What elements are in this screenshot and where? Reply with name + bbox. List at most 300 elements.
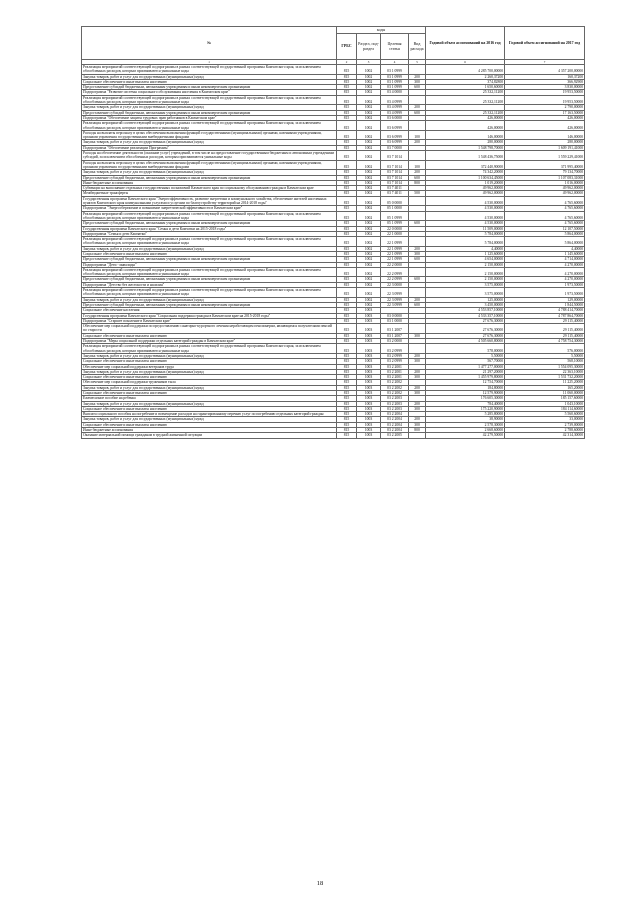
row-grbs: 815 — [337, 221, 357, 226]
row-amount-2017: 426,00000 — [505, 115, 585, 120]
row-expense-type — [409, 95, 426, 105]
row-amount-2017: 12 107,50000 — [505, 226, 585, 231]
row-amount-2016: 125,00000 — [426, 297, 505, 302]
row-grbs: 815 — [337, 121, 357, 131]
row-description: Закупка товаров, работ и услуг для государственных (муниципальных) нужд — [82, 140, 337, 145]
row-target-article: 03 2 2002 — [381, 380, 409, 385]
row-amount-2017: 1 973,50000 — [505, 282, 585, 287]
row-grbs: 815 — [337, 226, 357, 231]
row-amount-2016: 1 548 798,70000 — [426, 145, 505, 150]
row-section: 1002 — [357, 175, 381, 180]
row-amount-2017: 4 765,60000 — [505, 196, 585, 206]
row-amount-2017: 1 609 191,41000 — [505, 145, 585, 150]
row-expense-type: 200 — [409, 297, 426, 302]
row-grbs: 815 — [337, 65, 357, 75]
row-target-article: 22 1 0999 — [381, 251, 409, 256]
row-grbs: 815 — [337, 318, 357, 323]
row-grbs: 815 — [337, 160, 357, 170]
row-amount-2017: 4,40000 — [505, 246, 585, 251]
row-amount-2017: 5,50000 — [505, 353, 585, 358]
row-amount-2016: 38,90000 — [426, 417, 505, 422]
row-amount-2016: 175 220,90000 — [426, 406, 505, 411]
row-section: 1002 — [357, 170, 381, 175]
row-amount-2017: 426,00000 — [505, 121, 585, 131]
row-amount-2016: 49 962,00000 — [426, 191, 505, 196]
row-description: Предоставление субсидий бюджетным, автономным учреждениям и иным некоммерческим организациям — [82, 302, 337, 307]
row-amount-2016: 12 579,90000 — [426, 391, 505, 396]
row-amount-2017: 568,10000 — [505, 359, 585, 364]
row-section: 1002 — [357, 65, 381, 75]
row-expense-type: 300 — [409, 79, 426, 84]
row-description: Предоставление субсидий бюджетным, автономным учреждениям и иным некоммерческим организациям — [82, 277, 337, 282]
row-target-article: 03 1 0999 — [381, 65, 409, 75]
row-target-article: 22 1 0999 — [381, 246, 409, 251]
row-description: Подпрограмма "Меры социальной поддержки отдельных категорий граждан в Камчатском крае" — [82, 339, 337, 344]
row-description: Предоставление субсидий бюджетным, автономным учреждениям и иным некоммерческим организациям — [82, 257, 337, 262]
row-description: Обеспечение мер социальной поддержки тружеников тыла — [82, 380, 337, 385]
row-description: Межбюджетные трансферты — [82, 191, 337, 196]
row-target-article: 03 7 1014 — [381, 160, 409, 170]
row-amount-2017: 22 363,10000 — [505, 369, 585, 374]
row-target-article: 03 2 2004 — [381, 422, 409, 427]
row-grbs: 815 — [337, 105, 357, 110]
table-row — [82, 288, 585, 298]
row-grbs: 815 — [337, 175, 357, 180]
row-grbs: 815 — [337, 95, 357, 105]
row-target-article: 22 2 0000 — [381, 262, 409, 267]
row-target-article: 03 1 0999 — [381, 85, 409, 90]
row-section: 1002 — [357, 237, 381, 247]
table-row — [82, 211, 585, 221]
row-section: 1002 — [357, 206, 381, 211]
row-section: 1003 — [357, 380, 381, 385]
column-number: 4 — [381, 60, 409, 65]
row-expense-type: 300 — [409, 251, 426, 256]
table-row — [82, 433, 585, 438]
row-target-article: 22 0 0000 — [381, 226, 409, 231]
row-expense-type — [409, 121, 426, 131]
row-description: Государственная программа Камчатского края "Социальная поддержка граждан в Камчатском крае на 2015-2018 годы" — [82, 313, 337, 318]
row-expense-type — [409, 288, 426, 298]
row-section: 1003 — [357, 318, 381, 323]
row-section: 1002 — [357, 145, 381, 150]
row-amount-2016: 25 332,11200 — [426, 95, 505, 105]
row-expense-type: 600 — [409, 110, 426, 115]
row-target-article: 22 1 0999 — [381, 257, 409, 262]
row-amount-2016: 27 676,30000 — [426, 318, 505, 323]
row-target-article: 03 2 2004 — [381, 428, 409, 433]
row-target-article: 03 1 2007 — [381, 333, 409, 338]
row-amount-2016: 4 533 357,10000 — [426, 313, 505, 318]
row-target-article: 03 2 2003 — [381, 401, 409, 406]
row-amount-2017: 184 114,60000 — [505, 406, 585, 411]
row-amount-2016: 1 650,60000 — [426, 85, 505, 90]
row-section: 1003 — [357, 375, 381, 380]
row-amount-2017: 1 043,10000 — [505, 401, 585, 406]
row-description: Предоставление субсидий бюджетным, автономным учреждениям и иным некоммерческим организациям — [82, 175, 337, 180]
row-section: 1002 — [357, 105, 381, 110]
row-expense-type: 300 — [409, 406, 426, 411]
row-section: 1003 — [357, 433, 381, 438]
row-amount-2016: 1 477 277,00000 — [426, 364, 505, 369]
row-expense-type: 300 — [409, 333, 426, 338]
row-expense-type: 800 — [409, 180, 426, 185]
row-section: 1002 — [357, 282, 381, 287]
row-section: 1003 — [357, 412, 381, 417]
row-grbs: 815 — [337, 130, 357, 140]
row-amount-2016: 4,40000 — [426, 246, 505, 251]
row-description: Выплата социального пособия на погребение и возмещение расходов на гарантированному перечню услуг по погребению отдельных категорий граждан — [82, 412, 337, 417]
table-row — [82, 324, 585, 334]
row-expense-type: 200 — [409, 385, 426, 390]
row-amount-2017: 1 145,60000 — [505, 251, 585, 256]
row-target-article: 03 4 0999 — [381, 110, 409, 115]
row-target-article: 03 7 1014 — [381, 170, 409, 175]
row-section: 1002 — [357, 130, 381, 140]
budget-table-sheet — [81, 26, 584, 439]
row-description: Подпрограмма "Детство без жестокости и насилия" — [82, 282, 337, 287]
row-section: 1002 — [357, 221, 381, 226]
row-amount-2016: 4 530,00000 — [426, 206, 505, 211]
row-grbs: 815 — [337, 79, 357, 84]
header-grbs: ГРБС — [337, 34, 357, 60]
row-description: Расходы на обеспечение деятельности (оказание услуг) учреждений, в том числе на предоставление государственным бюджетным и автономным учреждениям субсидий, за исключением обособленных расходов, которым присваиваются уникальные коды — [82, 151, 337, 161]
row-description: Реализация мероприятий соответствующей подпрограммы в рамках соответствующей государственной программы Камчатского края, за исключением обособленных расходов, которым присваиваются уникальные коды — [82, 267, 337, 277]
row-expense-type — [409, 267, 426, 277]
row-amount-2017: 11 060,00000 — [505, 391, 585, 396]
row-amount-2016: 372 440,90000 — [426, 160, 505, 170]
row-grbs: 815 — [337, 237, 357, 247]
row-section: 1002 — [357, 267, 381, 277]
row-grbs: 815 — [337, 282, 357, 287]
row-section: 1003 — [357, 369, 381, 374]
row-grbs: 815 — [337, 339, 357, 344]
row-target-article: 22 2 0999 — [381, 267, 409, 277]
table-body — [82, 65, 585, 439]
row-grbs: 815 — [337, 391, 357, 396]
row-section: 1002 — [357, 231, 381, 236]
row-description: Закупка товаров, работ и услуг для государственных (муниципальных) нужд — [82, 170, 337, 175]
row-section: 1002 — [357, 257, 381, 262]
column-number: 6 — [426, 60, 505, 65]
row-section: 1003 — [357, 391, 381, 396]
row-grbs: 815 — [337, 145, 357, 150]
row-target-article: 03 7 4011 — [381, 191, 409, 196]
row-section: 1002 — [357, 85, 381, 90]
row-description: Реализация мероприятий соответствующей подпрограммы в рамках соответствующей государственной программы Камчатского края, за исключением обособленных расходов, которым присваиваются уникальные коды — [82, 65, 337, 75]
row-amount-2017: 185 157,60000 — [505, 396, 585, 401]
row-grbs: 815 — [337, 180, 357, 185]
row-amount-2016: 2 150,00000 — [426, 277, 505, 282]
row-description: Государственная программа Камчатского края "Энергоэффективность, развитие энергетики и коммунального хозяйства, обеспечение жителей населенных пунктов Камчатского края коммунальными услугами и услугами по благоустройству территорий на 2014-2018 годы" — [82, 196, 337, 206]
row-section: 1002 — [357, 90, 381, 95]
row-description: Расходы на выплаты персоналу в целях обеспечения выполнения функций государственными (муниципальными) органами, казенными учреждениями, органами управления государственными внебюджетными фондами — [82, 130, 337, 140]
row-amount-2016: 4 654,00000 — [426, 257, 505, 262]
row-amount-2017: 1 016,00000 — [505, 180, 585, 185]
row-description: Социальное обеспечение и иные выплаты населению — [82, 251, 337, 256]
row-target-article: 03 1 2007 — [381, 324, 409, 334]
row-amount-2016: 1 548 436,75000 — [426, 151, 505, 161]
row-target-article: 03 2 2002 — [381, 385, 409, 390]
row-expense-type — [409, 433, 426, 438]
row-amount-2016: 1 019,20000 — [426, 180, 505, 185]
row-amount-2017: 11 225,20000 — [505, 380, 585, 385]
row-expense-type: 300 — [409, 422, 426, 427]
row-amount-2017: 4 714,00000 — [505, 257, 585, 262]
row-target-article: 03 6 0000 — [381, 115, 409, 120]
row-grbs: 815 — [337, 375, 357, 380]
header-number: № — [82, 27, 337, 60]
row-section: 1002 — [357, 140, 381, 145]
header-target: Целевая статья — [381, 34, 409, 60]
row-expense-type — [409, 237, 426, 247]
row-expense-type: 100 — [409, 160, 426, 170]
row-amount-2017: 129,00000 — [505, 297, 585, 302]
row-description: Социальное обеспечение и иные выплаты населению — [82, 375, 337, 380]
row-amount-2016: 11 509,00000 — [426, 226, 505, 231]
row-description: Иные бюджетные ассигнования — [82, 180, 337, 185]
header-2017: Годовой объем ассигнований на 2017 год — [505, 27, 585, 60]
row-grbs: 815 — [337, 211, 357, 221]
row-description: Расходы на выплаты персоналу в целях обеспечения выполнения функций государственными (муниципальными) органами, казенными учреждениями, органами управления государственными внебюджетными фондами — [82, 160, 337, 170]
row-section: 1002 — [357, 121, 381, 131]
row-target-article: 03 2 2002 — [381, 391, 409, 396]
table-row — [82, 267, 585, 277]
row-description: Реализация мероприятий соответствующей подпрограммы в рамках соответствующей государственной программы Камчатского края, за исключением обособленных расходов, которым присваиваются уникальные коды — [82, 237, 337, 247]
row-section: 1003 — [357, 406, 381, 411]
row-section: 1002 — [357, 251, 381, 256]
row-amount-2016: 2 668,60000 — [426, 428, 505, 433]
row-amount-2017: 1 844,50000 — [505, 302, 585, 307]
row-expense-type: 200 — [409, 401, 426, 406]
column-number: 2 — [337, 60, 357, 65]
table-row — [82, 121, 585, 131]
row-description: Государственная программа Камчатского края "Семья и дети Камчатки на 2015-2018 годы" — [82, 226, 337, 231]
row-description: Подпрограмма "Энергосбережение и повышение энергетической эффективности в Камчатском крае" — [82, 206, 337, 211]
row-amount-2016: 426,00000 — [426, 115, 505, 120]
row-grbs: 815 — [337, 308, 357, 313]
row-amount-2017: 33,00000 — [505, 417, 585, 422]
column-number: 7 — [505, 60, 585, 65]
row-amount-2017: 29 115,40000 — [505, 324, 585, 334]
row-section: 1003 — [357, 385, 381, 390]
row-grbs: 815 — [337, 186, 357, 191]
row-description: Подпрограмма "Дети - инвалиды" — [82, 262, 337, 267]
row-description: Обеспечение мер социальной поддержки ветеранов труда — [82, 364, 337, 369]
row-section: 1002 — [357, 191, 381, 196]
row-target-article: 03 2 2001 — [381, 364, 409, 369]
row-description: Закупка товаров, работ и услуг для государственных (муниципальных) нужд — [82, 369, 337, 374]
row-section: 1002 — [357, 186, 381, 191]
row-expense-type — [409, 324, 426, 334]
row-amount-2016: 176 605,30000 — [426, 396, 505, 401]
row-target-article: 03 2 2003 — [381, 396, 409, 401]
row-amount-2016: 4 530,00000 — [426, 196, 505, 206]
row-section: 1003 — [357, 401, 381, 406]
row-grbs: 815 — [337, 267, 357, 277]
row-expense-type: 300 — [409, 391, 426, 396]
row-description: Закупка товаров, работ и услуг для государственных (муниципальных) нужд — [82, 105, 337, 110]
row-description: Закупка товаров, работ и услуг для государственных (муниципальных) нужд — [82, 246, 337, 251]
row-target-article: 03 4 0000 — [381, 90, 409, 95]
row-expense-type: 200 — [409, 353, 426, 358]
row-target-article: 05 1 0999 — [381, 211, 409, 221]
row-expense-type: 600 — [409, 302, 426, 307]
row-amount-2016: 4 553 857,10000 — [426, 308, 505, 313]
row-target-article: 22 3 0000 — [381, 282, 409, 287]
row-section: 1003 — [357, 364, 381, 369]
row-amount-2016: 280,00000 — [426, 140, 505, 145]
row-amount-2017: 576,00000 — [505, 344, 585, 354]
row-grbs: 815 — [337, 412, 357, 417]
row-amount-2017: 79 134,70000 — [505, 170, 585, 175]
row-grbs: 815 — [337, 344, 357, 354]
row-grbs: 815 — [337, 359, 357, 364]
row-expense-type: 300 — [409, 359, 426, 364]
row-description: Социальное обеспечение и иные выплаты населению — [82, 79, 337, 84]
row-grbs: 815 — [337, 231, 357, 236]
row-target-article: 03 1 0999 — [381, 74, 409, 79]
row-description: Социальное обеспечение населения — [82, 308, 337, 313]
row-amount-2017: 1 559 229,41000 — [505, 151, 585, 161]
row-description: Иные бюджетные ассигнования — [82, 428, 337, 433]
row-target-article: 22 1 0000 — [381, 231, 409, 236]
row-description: Социальное обеспечение и иные выплаты населению — [82, 406, 337, 411]
row-expense-type: 200 — [409, 140, 426, 145]
row-amount-2016: 4 285 700,00000 — [426, 65, 505, 75]
row-section: 1003 — [357, 396, 381, 401]
row-section: 1003 — [357, 344, 381, 354]
row-target-article: 22 1 0999 — [381, 237, 409, 247]
row-amount-2017: 49 962,00000 — [505, 186, 585, 191]
row-amount-2017: 4 357 200,00000 — [505, 65, 585, 75]
row-amount-2017: 5 560,60000 — [505, 412, 585, 417]
row-description: Социальное обеспечение и иные выплаты населению — [82, 333, 337, 338]
row-expense-type: 600 — [409, 221, 426, 226]
column-number: 5 — [409, 60, 426, 65]
row-amount-2016: 5 784,00000 — [426, 237, 505, 247]
row-amount-2017: 1 531 732,20000 — [505, 375, 585, 380]
row-amount-2016: 1 100 634,45000 — [426, 175, 505, 180]
page-number: 18 — [316, 880, 324, 887]
row-amount-2016: 12 754,70000 — [426, 380, 505, 385]
row-grbs: 815 — [337, 246, 357, 251]
row-expense-type — [409, 151, 426, 161]
row-target-article: 22 3 0999 — [381, 302, 409, 307]
row-expense-type: 500 — [409, 191, 426, 196]
row-grbs: 815 — [337, 170, 357, 175]
row-amount-2017: 5 864,00000 — [505, 231, 585, 236]
row-expense-type: 200 — [409, 74, 426, 79]
row-description: Закупка товаров, работ и услуг для государственных (муниципальных) нужд — [82, 401, 337, 406]
row-description: Реализация мероприятий соответствующей подпрограммы в рамках соответствующей государственной программы Камчатского края, за исключением обособленных расходов, которым присваиваются уникальные коды — [82, 344, 337, 354]
row-target-article: 03 2 2004 — [381, 412, 409, 417]
row-amount-2017: 4 765,60000 — [505, 206, 585, 211]
row-amount-2017: 4 765,60000 — [505, 221, 585, 226]
table-row — [82, 151, 585, 161]
row-amount-2016: 3 575,00000 — [426, 282, 505, 287]
row-target-article: 03 1 0000 — [381, 318, 409, 323]
row-section: 1003 — [357, 333, 381, 338]
header-2016: Годовой объем ассигнований на 2016 год — [426, 27, 505, 60]
row-target-article: 03 7 0000 — [381, 145, 409, 150]
row-description: Субвенции на выполнение отдельных государственных полномочий Камчатского края по социальному обслуживанию граждан в Камчатском крае — [82, 186, 337, 191]
row-amount-2016: 21 297,20000 — [426, 369, 505, 374]
row-grbs: 815 — [337, 110, 357, 115]
row-description: Закупка товаров, работ и услуг для государственных (муниципальных) нужд — [82, 297, 337, 302]
row-target-article: 03 7 1014 — [381, 151, 409, 161]
row-grbs: 815 — [337, 206, 357, 211]
row-section: 1002 — [357, 246, 381, 251]
table-row — [82, 130, 585, 140]
row-grbs: 815 — [337, 364, 357, 369]
row-amount-2016: 146,00000 — [426, 130, 505, 140]
row-amount-2017: 2 739,00000 — [505, 422, 585, 427]
row-amount-2017: 4 270,00000 — [505, 267, 585, 277]
row-amount-2016: 4 530,00000 — [426, 221, 505, 226]
row-amount-2016: 2 578,30000 — [426, 422, 505, 427]
table-row — [82, 95, 585, 105]
row-section: 1002 — [357, 211, 381, 221]
row-grbs: 815 — [337, 313, 357, 318]
row-section: 1002 — [357, 151, 381, 161]
row-amount-2017: 29 115,40000 — [505, 318, 585, 323]
row-amount-2017: 4 788 414,70000 — [505, 308, 585, 313]
row-amount-2016: 49 962,00000 — [426, 186, 505, 191]
row-amount-2017: 280,00000 — [505, 140, 585, 145]
row-target-article: 03 2 0999 — [381, 359, 409, 364]
row-grbs: 815 — [337, 257, 357, 262]
row-description: Подпрограмма "Развитие системы социального обслуживания населения в Камчатском крае" — [82, 90, 337, 95]
row-description: Предоставление субсидий бюджетным, автономным учреждениям и иным некоммерческим организациям — [82, 221, 337, 226]
row-target-article: 03 2 2005 — [381, 433, 409, 438]
row-amount-2017: 42 314,30000 — [505, 433, 585, 438]
row-target-article: 05 0 0000 — [381, 196, 409, 206]
row-section: 1003 — [357, 353, 381, 358]
row-section: 1002 — [357, 180, 381, 185]
row-description: Предоставление субсидий бюджетным, автономным учреждениям и иным некоммерческим организациям — [82, 85, 337, 90]
row-grbs: 815 — [337, 385, 357, 390]
row-amount-2017: 1 973,50000 — [505, 288, 585, 298]
row-expense-type — [409, 65, 426, 75]
row-grbs: 815 — [337, 297, 357, 302]
row-amount-2017: 29 115,40000 — [505, 333, 585, 338]
row-amount-2016: 42 279,50000 — [426, 433, 505, 438]
row-grbs: 815 — [337, 396, 357, 401]
row-grbs: 815 — [337, 90, 357, 95]
row-expense-type — [409, 196, 426, 206]
row-target-article: 03 7 4011 — [381, 186, 409, 191]
row-target-article: 05 1 0999 — [381, 221, 409, 226]
row-amount-2017: 4 765,60000 — [505, 211, 585, 221]
row-section: 1002 — [357, 95, 381, 105]
row-amount-2017: 165,20000 — [505, 385, 585, 390]
row-grbs: 815 — [337, 151, 357, 161]
row-description: Закупка товаров, работ и услуг для государственных (муниципальных) нужд — [82, 74, 337, 79]
row-description: Социальное обеспечение и иные выплаты населению — [82, 422, 337, 427]
row-description: Закупка товаров, работ и услуг для государственных (муниципальных) нужд — [82, 417, 337, 422]
row-expense-type: 100 — [409, 130, 426, 140]
row-amount-2017: 4 787 864,70000 — [505, 313, 585, 318]
row-amount-2017: 1 554 095,30000 — [505, 364, 585, 369]
row-amount-2016: 1 125,60000 — [426, 251, 505, 256]
header-codes: коды — [337, 27, 426, 34]
row-amount-2017: 5 864,00000 — [505, 237, 585, 247]
row-description: Закупка товаров, работ и услуг для государственных (муниципальных) нужд — [82, 385, 337, 390]
row-description: Оказание материальной помощи гражданам в трудной жизненной ситуации — [82, 433, 337, 438]
row-grbs: 815 — [337, 324, 357, 334]
row-section: 1002 — [357, 196, 381, 206]
